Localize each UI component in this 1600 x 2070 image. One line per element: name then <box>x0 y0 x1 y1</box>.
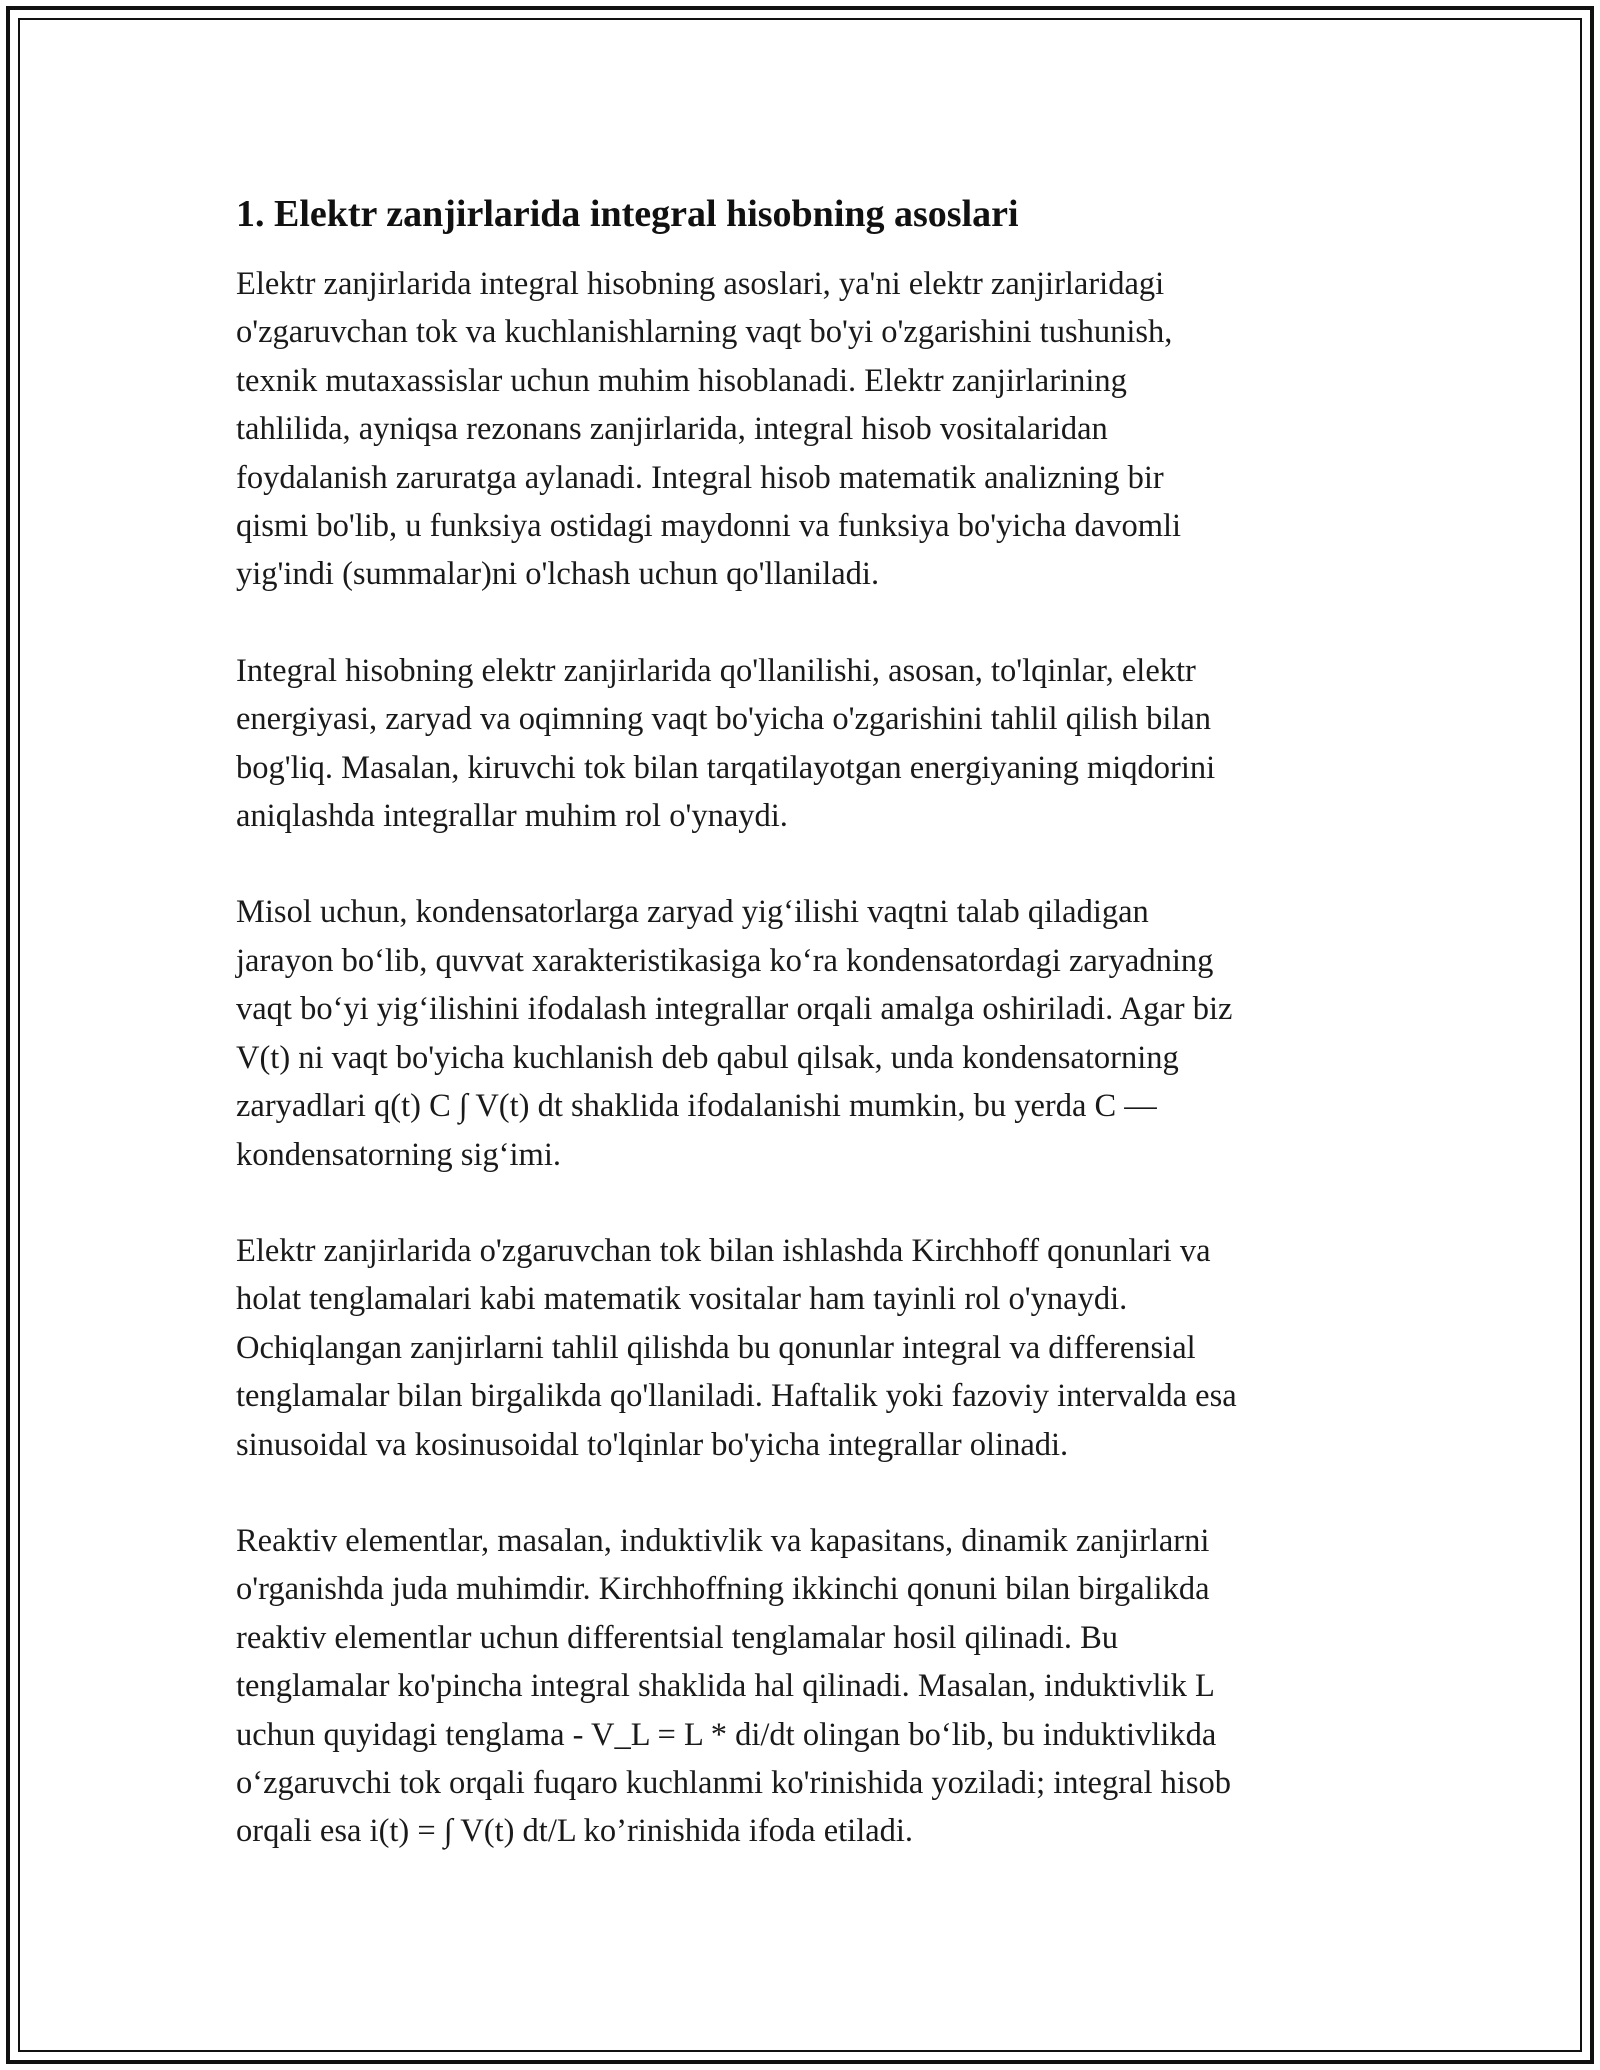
paragraph-4: Elektr zanjirlarida o'zgaruvchan tok bilan ishlashda Kirchhoff qonunlari va holat tenglamalari kabi matematik vositalar ham tayinli rol o'ynaydi. Ochiqlangan zanjirlarni tahlil qilishda bu qonunlar integral va differensial tenglamalar bilan birgalikda qo'llaniladi. Haftalik yoki fazoviy intervalda esa sinusoidal va kosinusoidal to'lqinlar bo'yicha integrallar olinadi. <box>236 1232 1237 1463</box>
paragraph-3: Misol uchun, kondensatorlarga zaryad yig‘ilishi vaqtni talab qiladigan jarayon bo‘lib, quvvat xarakteristikasiga ko‘ra kondensatordagi zaryadning vaqt bo‘yi yig‘ilishini ifodalash integrallar orqali amalga oshiriladi. Agar biz V(t) ni vaqt bo'yicha kuchlanish deb qabul qilsak, unda kondensatorning zaryadlari q(t) C ∫ V(t) dt shaklida ifodalanishi mumkin, bu yerda C — kondensatorning sig‘imi. <box>236 894 1233 1173</box>
paragraph-2: Integral hisobning elektr zanjirlarida qo'llanilishi, asosan, to'lqinlar, elektr energiyasi, zaryad va oqimning vaqt bo'yicha o'zgarishini tahlil qilish bilan bog'liq. Masalan, kiruvchi tok bilan tarqatilayotgan energiyaning miqdorini aniqlashda integrallar muhim rol o'ynaydi. <box>236 652 1216 835</box>
document-body <box>236 186 1376 1904</box>
paragraph-1: Elektr zanjirlarida integral hisobning asoslari, ya'ni elektr zanjirlaridagi o'zgaruvchan tok va kuchlanishlarning vaqt bo'yi o'zgarishini tushunish, texnik mutaxassislar uchun muhim hisoblanadi. Elektr zanjirlarining tahlilida, ayniqsa rezonans zanjirlarida, integral hisob vositalaridan foydalanish zaruratga aylanadi. Integral hisob matematik analizning bir qismi bo'lib, u funksiya ostidagi maydonni va funksiya bo'yicha davomli yig'indi (summalar)ni o'lchash uchun qo'llaniladi. <box>236 266 1182 593</box>
paragraph-5: Reaktiv elementlar, masalan, induktivlik va kapasitans, dinamik zanjirlarni o'rganishda juda muhimdir. Kirchhoffning ikkinchi qonuni bilan birgalikda reaktiv elementlar uchun differentsial tenglamalar hosil qilinadi. Bu tenglamalar ko'pincha integral shaklida hal qilinadi. Masalan, induktivlik L uchun quyidagi tenglama - V_L = L * di/dt olingan bo‘lib, bu induktivlikda o‘zgaruvchi tok orqali fuqaro kuchlanmi ko'rinishida yoziladi; integral hisob orqali esa i(t) = ∫ V(t) dt/L ko’rinishida ifoda etiladi. <box>236 1522 1232 1850</box>
section-heading: 1. Elektr zanjirlarida integral hisobning asoslari <box>236 193 1019 235</box>
